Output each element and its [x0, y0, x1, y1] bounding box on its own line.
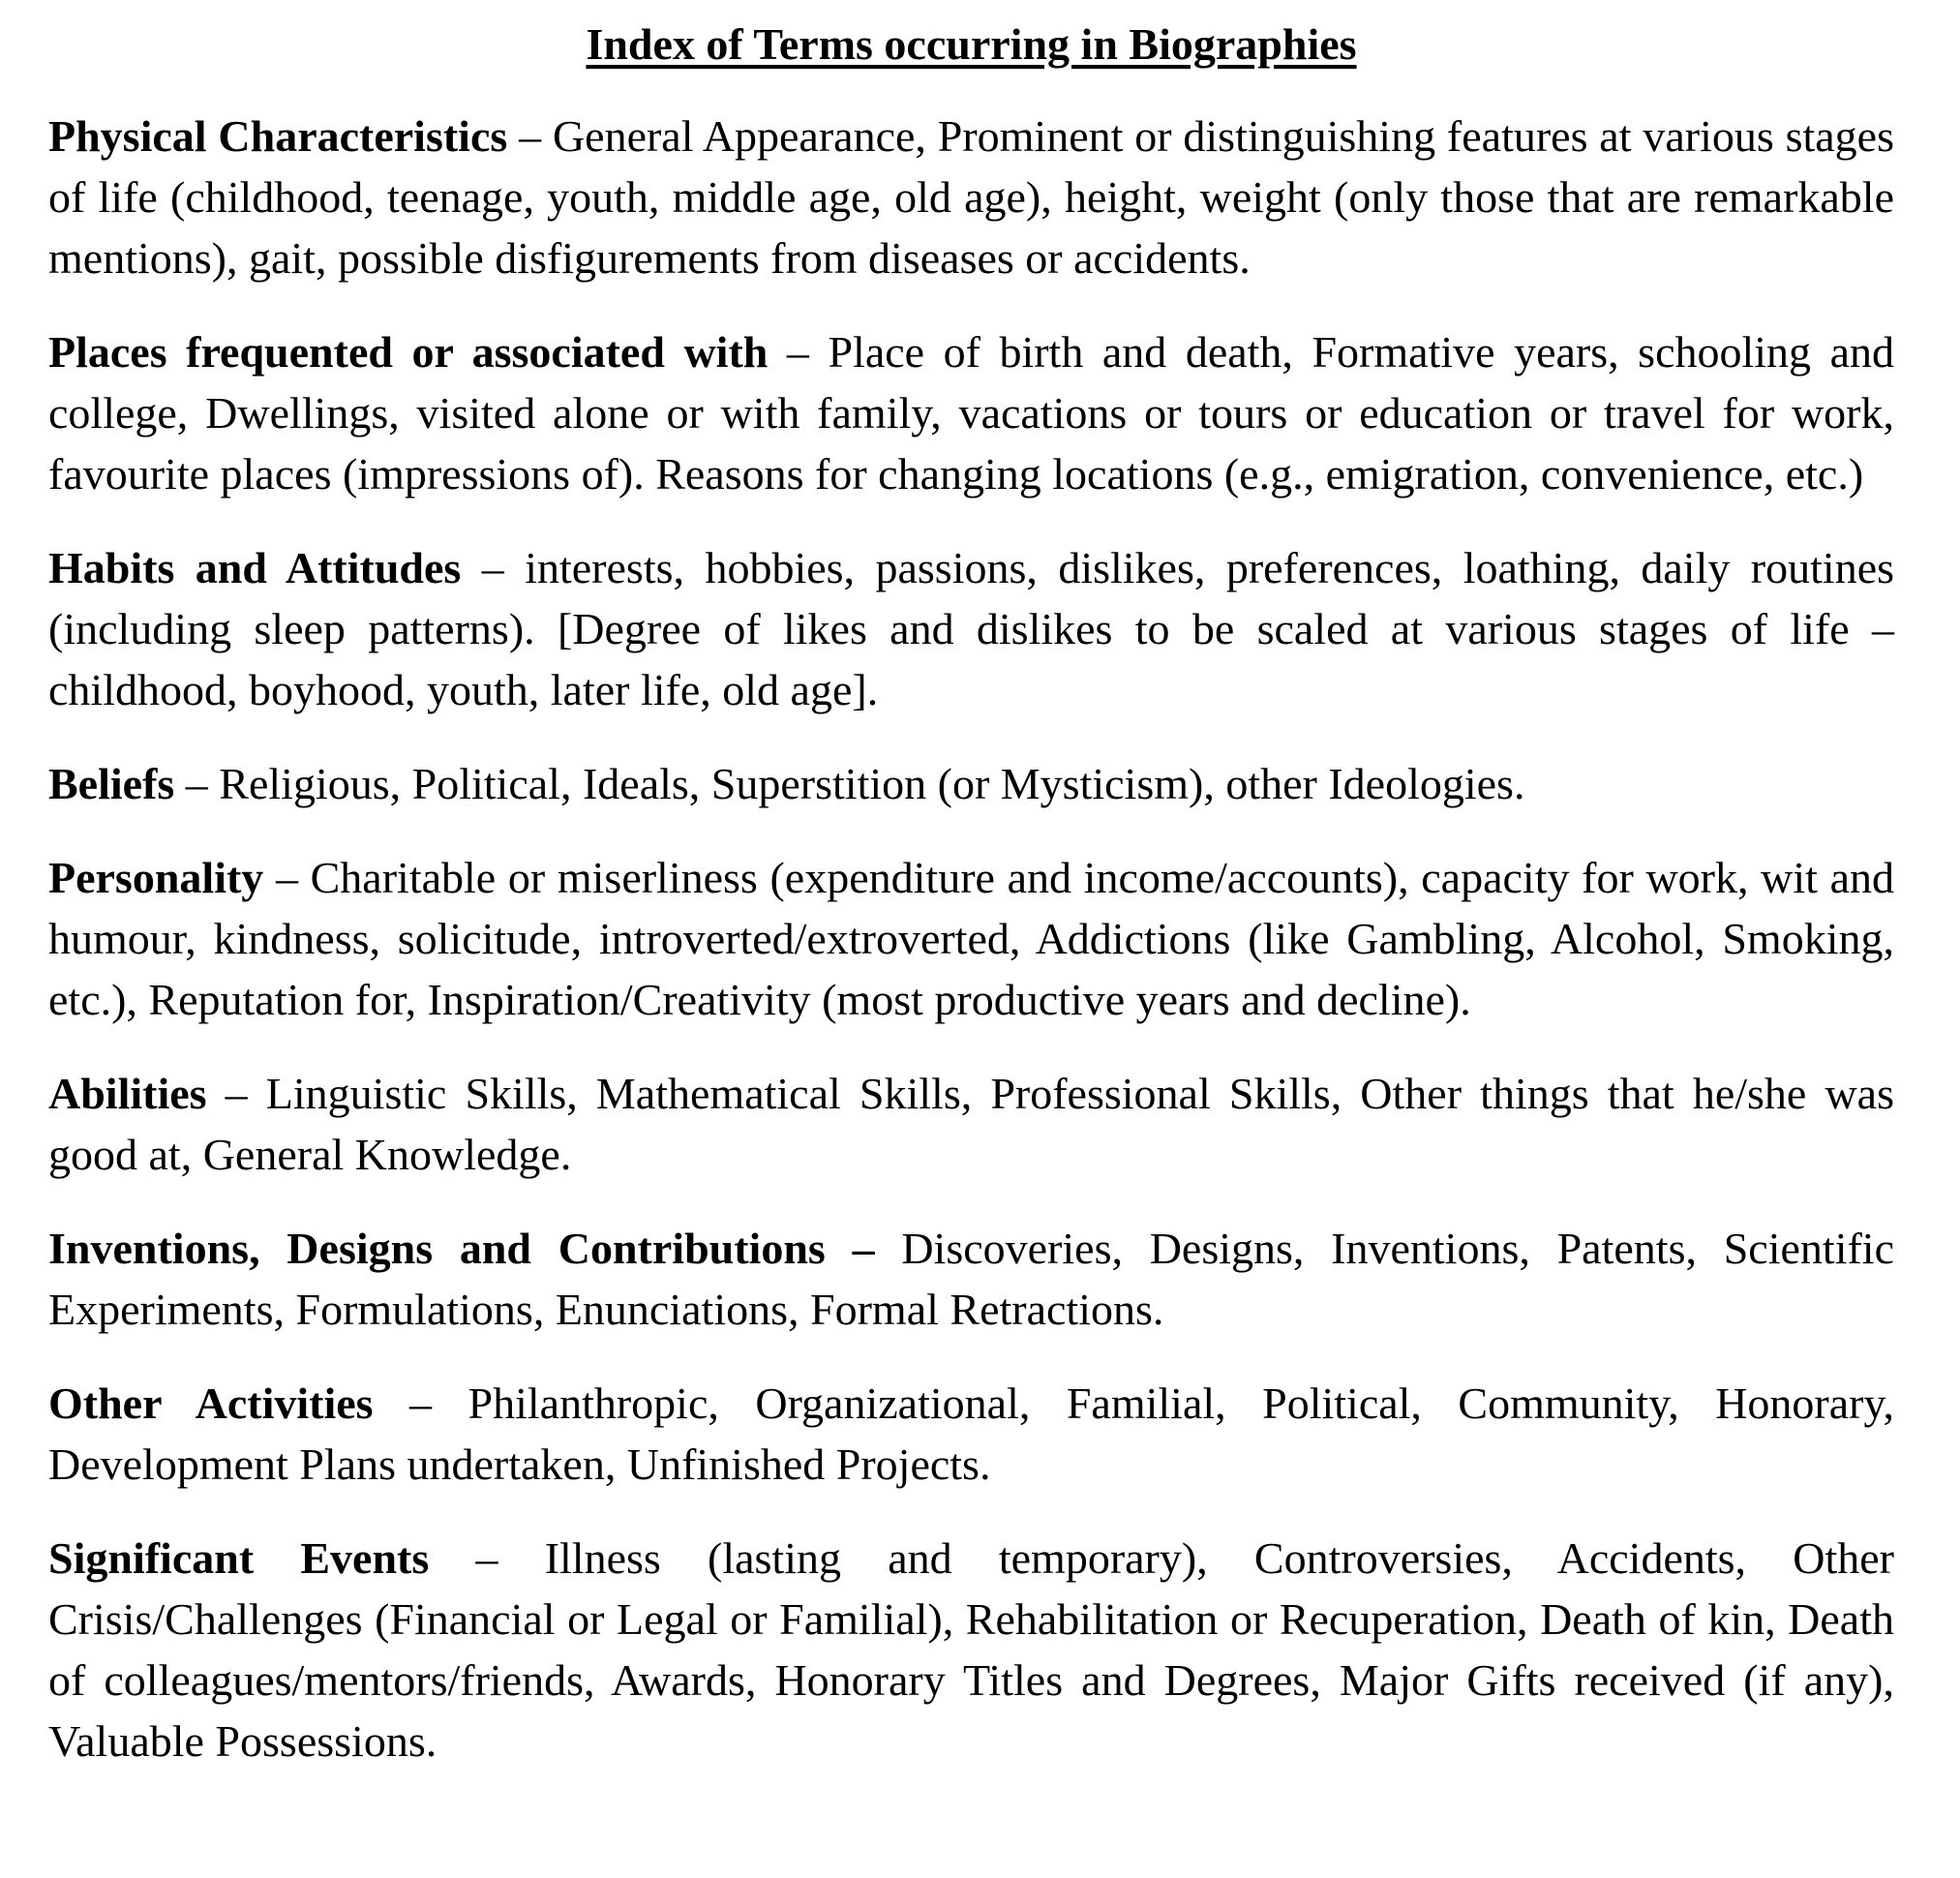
entry-beliefs: [48, 753, 1894, 814]
entry-description: Charitable or miserliness (expenditure and income/accounts), capacity for work, wit and humour, kindness, solicitude, introverted/extroverted, Addictions (like Gambling, Alcohol, Smoking, etc.), Reputation for, Inspiration/Creativity (most productive years and decline).: [48, 853, 1895, 1024]
entry-dash: –: [461, 543, 526, 592]
entry-description: interests, hobbies, passions, dislikes, preferences, loathing, daily routines (including sleep patterns). [Degree of likes and dislikes to be scaled at various stages of life – childhood, boyhood, youth, later life, old age].: [48, 543, 1895, 714]
entry-term: Habits and Attitudes: [48, 543, 462, 592]
entry-places: [48, 321, 1894, 504]
entry-term: Personality: [48, 853, 264, 902]
entry-dash: –: [174, 759, 220, 808]
entry-term: Inventions, Designs and Contributions: [48, 1224, 826, 1273]
entry-dash: –: [263, 853, 311, 902]
entry-description: Discoveries, Designs, Inventions, Patents, Scientific Experiments, Formulations, Enunciations, Formal Retractions.: [48, 1224, 1894, 1334]
entry-term: Places frequented or associated with: [48, 327, 769, 377]
entry-description: Place of birth and death, Formative years, schooling and college, Dwellings, visited alone or with family, vacations or tours or education or travel for work, favourite places (impressions of). Reasons for changing locations (e.g., emigration, convenience, etc.): [48, 327, 1894, 499]
entry-dash: –: [825, 1224, 902, 1273]
entry-description: Linguistic Skills, Mathematical Skills, Professional Skills, Other things that he/she was good at, General Knowledge.: [48, 1069, 1895, 1179]
document-title: Index of Terms occurring in Biographies: [586, 19, 1357, 69]
entry-dash: –: [206, 1069, 266, 1118]
entry-description: Philanthropic, Organizational, Familial, Political, Community, Honorary, Development Plans undertaken, Unfinished Projects.: [48, 1378, 1894, 1489]
document-page: [48, 14, 1894, 1804]
entry-term: Abilities: [48, 1069, 207, 1118]
entry-term: Physical Characteristics: [48, 111, 508, 161]
entry-description: Illness (lasting and temporary), Controversies, Accidents, Other Crisis/Challenges (Financial or Legal or Familial), Rehabilitation or Recuperation, Death of kin, Death of colleagues/mentors/friends, Awards, Honorary Titles and Degrees, Major Gifts received (if any), Valuable Possessions.: [48, 1533, 1894, 1766]
entry-term: Significant Events: [48, 1533, 430, 1583]
entry-other-activities: [48, 1373, 1894, 1495]
entry-inventions-designs-contributions: [48, 1218, 1894, 1340]
entry-abilities: [48, 1063, 1894, 1185]
entry-dash: –: [768, 327, 829, 377]
entry-dash: –: [373, 1378, 468, 1428]
entry-description: General Appearance, Prominent or distinguishing features at various stages of life (childhood, teenage, youth, middle age, old age), height, weight (only those that are remarkable mentions), gait, possible disfigurements from diseases or accidents.: [48, 111, 1894, 283]
entry-dash: –: [507, 111, 553, 161]
entry-dash: –: [429, 1533, 545, 1583]
entry-significant-events: [48, 1528, 1894, 1772]
entry-habits-and-attitudes: [48, 537, 1894, 720]
entry-term: Other Activities: [48, 1378, 374, 1428]
entry-term: Beliefs: [48, 759, 175, 808]
entry-physical-characteristics: [48, 106, 1894, 288]
entry-description: Religious, Political, Ideals, Superstition (or Mysticism), other Ideologies.: [219, 759, 1525, 808]
entry-personality: [48, 847, 1894, 1030]
